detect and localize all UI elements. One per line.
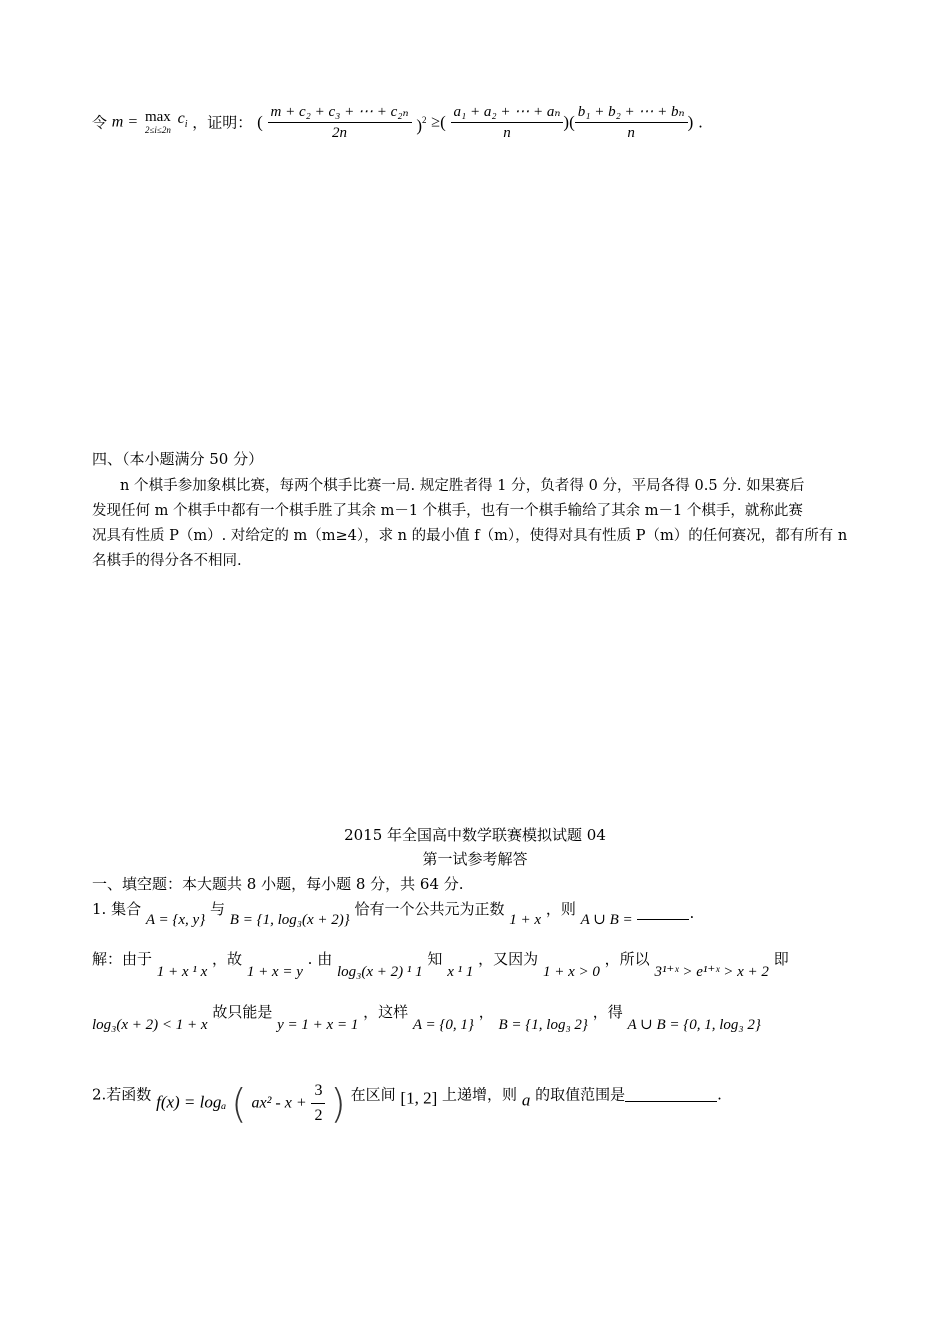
solution-line-1 xyxy=(92,948,789,983)
sol-expr: 1 + x = y xyxy=(246,964,303,980)
b-fraction xyxy=(575,103,688,142)
prove-label: ，证明： xyxy=(192,113,253,132)
q2-end: . xyxy=(717,1085,722,1104)
sol-text: 知 xyxy=(427,950,443,968)
sol-text: 故只能是 xyxy=(212,1003,273,1021)
max-subscript: 2≤i≤2n xyxy=(144,125,171,135)
lhs-numerator: m + c₂ + c₃ + ⋯ + c₂ₙ xyxy=(268,103,412,123)
problem4-line-1: n 个棋手参加象棋比赛，每两个棋手比赛一局. 规定胜者得 1 分，负者得 0 分，平局各得 0.5 分. 如果赛后 xyxy=(120,478,805,494)
q2-frac-den: 2 xyxy=(314,1107,323,1124)
q2-text2: 上递增，则 xyxy=(442,1085,518,1104)
sol-text: 解：由于 xyxy=(92,950,153,968)
ge-sign: ≥ xyxy=(431,113,441,131)
q2-var: a xyxy=(521,1090,531,1110)
sol-text: ，得 xyxy=(592,1003,623,1021)
q2-inner: ax² - x + xyxy=(251,1094,307,1112)
q1-set-b: B = {1, log₃(x + 2)} xyxy=(229,912,350,928)
q1-text: 恰有一个公共元为正数 xyxy=(354,900,505,918)
answers-subtitle: 第一试参考解答 xyxy=(422,850,528,868)
q1-end: . xyxy=(689,904,695,922)
sol-text: ，所以 xyxy=(604,950,650,968)
problem3-statement: 令 m = max 2≤i≤2n $c_i$ ，证明： ( $\frac{\text{m + c₂ + c₃ + ⋯ + c₂ₙ}}{2n}$ )$^2$ ≥( $\frac{\text{a₁ + a₂ + ⋯ + aₙ}}{n}$ )( $\frac{\text{b₁ + b₂ + ⋯ + bₙ}}{n}$ ) . xyxy=(92,104,703,141)
q2-text3: 的取值范围是 xyxy=(535,1085,626,1104)
q2-fraction xyxy=(311,1080,325,1127)
max-operator xyxy=(145,110,171,135)
sol-text: 即 xyxy=(773,950,789,968)
sol-text: . 由 xyxy=(307,950,333,968)
max-label: max xyxy=(144,109,171,125)
b-numerator: b₁ + b₂ + ⋯ + bₙ xyxy=(575,103,688,123)
q1-union: A ∪ B = xyxy=(580,912,633,928)
m-definition: m = xyxy=(111,113,139,131)
answers-title: 2015 年全国高中数学联赛模拟试题 04 xyxy=(344,826,606,844)
a-fraction xyxy=(451,103,564,142)
q2-text1: 在区间 xyxy=(350,1085,396,1104)
problem3-lead: 令 xyxy=(92,113,108,132)
b-denominator: n xyxy=(627,125,635,141)
q2-answer-blank xyxy=(625,1101,717,1102)
a-denominator: n xyxy=(503,125,511,141)
c-i: $c_i$ xyxy=(177,110,188,131)
sol-expr: y = 1 + x = 1 xyxy=(277,1017,359,1033)
q2-frac-num: 3 xyxy=(311,1080,325,1104)
question-1 xyxy=(92,898,694,931)
sol-text: ，故 xyxy=(212,950,243,968)
sol-expr: 3¹⁺ˣ > e¹⁺ˣ > x + 2 xyxy=(654,964,769,980)
q1-set-a: A = {x, y} xyxy=(145,912,206,928)
problem4-heading: 四、（本小题满分 50 分） xyxy=(92,450,264,468)
sol-expr: A = {0, 1} xyxy=(412,1017,474,1033)
problem4-line-3: 况具有性质 P（m）. 对给定的 m（m≥4），求 n 的最小值 f（m），使得对具有性质 P（m）的任何赛况，都有所有 n xyxy=(92,528,848,544)
a-numerator: a₁ + a₂ + ⋯ + aₙ xyxy=(451,103,564,123)
problem4-line-2: 发现任何 m 个棋手中都有一个棋手胜了其余 m－1 个棋手，也有一个棋手输给了其余 m－1 个棋手，就称此赛 xyxy=(92,503,803,519)
q1-label: 1. 集合 xyxy=(92,900,142,918)
sol-expr: A ∪ B = {0, 1, log₃ 2} xyxy=(627,1017,761,1033)
lhs-fraction xyxy=(268,103,412,142)
question-2: 2.若函数 f(x) = logₐ ( ax² - x + $\frac{3}{2}$ ) 在区间 [1, 2] 上递增，则 a 的取值范围是 . xyxy=(92,1081,722,1128)
q1-with: 与 xyxy=(209,900,225,918)
q1-then: ，则 xyxy=(545,900,576,918)
q1-answer-blank xyxy=(637,919,689,920)
sol-text: ，又因为 xyxy=(478,950,539,968)
sol-text: ， xyxy=(478,1003,494,1021)
sol-expr: 1 + x > 0 xyxy=(542,964,600,980)
section1-heading: 一、填空题：本大题共 8 小题，每小题 8 分，共 64 分. xyxy=(92,875,464,893)
sol-expr: log₃(x + 2) ¹ 1 xyxy=(336,964,423,980)
sol-expr: B = {1, log₃ 2} xyxy=(498,1017,588,1033)
problem4-line-4: 名棋手的得分各不相同. xyxy=(92,553,242,569)
sol-expr: 1 + x ¹ x xyxy=(156,964,208,980)
q1-expr: 1 + x xyxy=(509,912,542,928)
q2-func: f(x) = logₐ xyxy=(156,1092,227,1112)
q2-interval: [1, 2] xyxy=(400,1088,438,1108)
sol-expr: log₃(x + 2) < 1 + x xyxy=(92,1017,208,1033)
sol-text: ，这样 xyxy=(363,1003,409,1021)
q2-label: 2.若函数 xyxy=(92,1085,152,1104)
solution-line-2 xyxy=(92,1001,761,1036)
problem3-end: . xyxy=(698,113,703,132)
lhs-denominator: 2n xyxy=(332,125,348,141)
sol-expr: x ¹ 1 xyxy=(447,964,474,980)
